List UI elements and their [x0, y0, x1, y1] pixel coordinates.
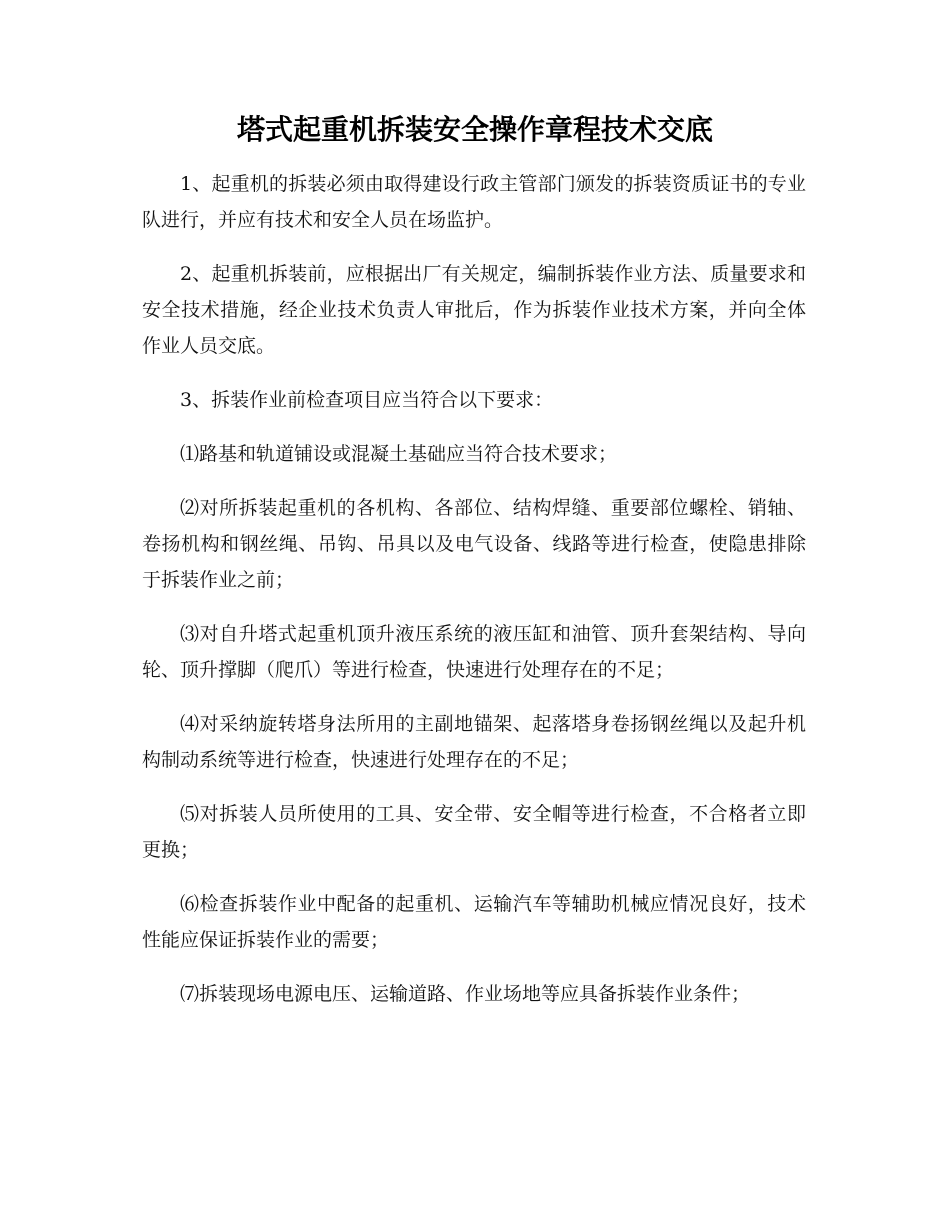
paragraph-2: 2、起重机拆装前，应根据出厂有关规定，编制拆装作业方法、质量要求和安全技术措施，经企业技术负责人审批后，作为拆装作业技术方案，并向全体作业人员交底。 — [142, 263, 806, 357]
paragraph-item-3: ⑶对自升塔式起重机顶升液压系统的液压缸和油管、顶升套架结构、导向轮、顶升撑脚（爬爪）等进行检查，快速进行处理存在的不足； — [142, 623, 806, 681]
paragraph-1: 1、起重机的拆装必须由取得建设行政主管部门颁发的拆装资质证书的专业队进行，并应有技术和安全人员在场监护。 — [142, 173, 806, 231]
paragraph-item-5: ⑸对拆装人员所使用的工具、安全带、安全帽等进行检查，不合格者立即更换； — [142, 803, 806, 861]
paragraph-item-7: ⑺拆装现场电源电压、运输道路、作业场地等应具备拆装作业条件； — [180, 983, 751, 1005]
document-body — [142, 166, 806, 1030]
document-title: 塔式起重机拆装安全操作章程技术交底 — [236, 113, 713, 146]
paragraph-item-1: ⑴路基和轨道铺设或混凝土基础应当符合技术要求； — [180, 443, 618, 465]
paragraph-item-4: ⑷对采纳旋转塔身法所用的主副地锚架、起落塔身卷扬钢丝绳以及起升机构制动系统等进行检查，快速进行处理存在的不足； — [142, 713, 806, 771]
paragraph-item-6: ⑹检查拆装作业中配备的起重机、运输汽车等辅助机械应情况良好，技术性能应保证拆装作业的需要； — [142, 893, 806, 951]
paragraph-3: 3、拆装作业前检查项目应当符合以下要求： — [180, 389, 554, 411]
paragraph-item-2: ⑵对所拆装起重机的各机构、各部位、结构焊缝、重要部位螺栓、销轴、卷扬机构和钢丝绳、吊钩、吊具以及电气设备、线路等进行检查，使隐患排除于拆装作业之前； — [142, 497, 806, 591]
